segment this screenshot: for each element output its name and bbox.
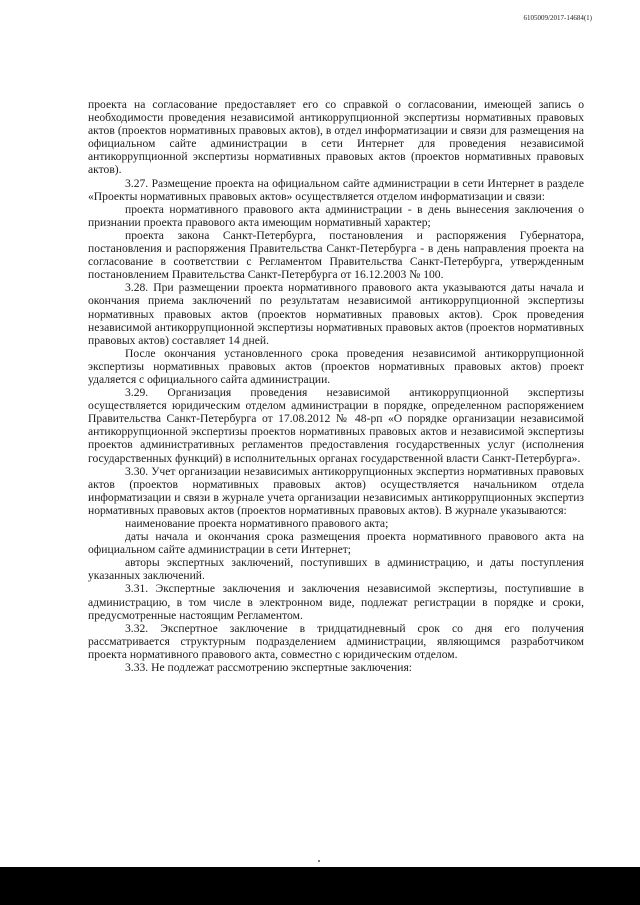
paragraph-3-27-item-2: проекта закона Санкт-Петербурга, постановления и распоряжения Губернатора, постановления и распоряжения Правительства Санкт-Петербурга - в день направления проекта на согласование в соответствии с Регламентом Правительства Санкт-Петербурга, утвержденным постановлением Правительства Санкт-Петербурга от 16.12.2003 № 100. (88, 228, 584, 282)
paragraph-3-30-item-1: наименование проекта нормативного правового акта; (125, 517, 389, 530)
paragraph-3-32: 3.32. Экспертное заключение в тридцатидневный срок со дня его получения рассматривается структурным подразделением администрации, являющимся разработчиком проекта нормативного правового акта, совместно с юридическим отделом. (88, 621, 584, 661)
paragraph-3-33: 3.33. Не подлежат рассмотрению экспертные заключения: (125, 661, 413, 675)
paragraph-3-28: 3.28. При размещении проекта нормативного правового акта указываются даты начала и окончания приема заключений по результатам независимой антикоррупционной экспертизы нормативных правовых актов (проектов нормативных правовых актов). Срок проведения независимой антикоррупционной экспертизы нормативных правовых актов (проектов нормативных правовых актов) составляет 14 дней. (88, 281, 584, 347)
paragraph-3-30-item-3: авторы экспертных заключений, поступивших в администрацию, и даты поступления указанных заключений. (88, 556, 584, 583)
paragraph-3-30-item-2: даты начала и окончания срока размещения проекта нормативного правового акта на официальном сайте администрации в сети Интернет; (88, 530, 584, 557)
paragraph-3-27-item-1: проекта нормативного правового акта администрации - в день вынесения заключения о признании проекта правового акта имеющим нормативный характер; (88, 202, 584, 229)
paragraph-3-29: 3.29. Организация проведения независимой антикоррупционной экспертизы осуществляется юридическим отделом администрации в порядке, определенном распоряжением Правительства Санкт-Петербурга от 17.08.2012 № 48-рп «О порядке организации независимой антикоррупционной экспертизы проектов нормативных правовых актов и независимой экспертизы проектов административных регламентов предоставления государственных услуг (исполнения государственных функций) в исполнительных органах государственной власти Санкт-Петербурга». (88, 386, 584, 465)
paragraph-3-31: 3.31. Экспертные заключения и заключения независимой экспертизы, поступившие в администрацию, в том числе в электронном виде, подлежат регистрации в порядке и сроки, предусмотренные настоящим Регламентом. (88, 582, 584, 622)
scan-speck (318, 860, 320, 862)
paragraph-3-27: 3.27. Размещение проекта на официальном сайте администрации в сети Интернет в разделе «Проекты нормативных правовых актов» осуществляется отделом информатизации и связи: (88, 176, 584, 203)
document-id: 6105009/2017-14684(1) (523, 14, 592, 22)
paragraph-3-30: 3.30. Учет организации независимых антикоррупционных экспертиз нормативных правовых актов (проектов нормативных правовых актов) осуществляется начальником отдела информатизации и связи в журнале учета организации независимых антикоррупционных экспертиз нормативных правовых актов (проектов нормативных правовых актов). В журнале указываются: (88, 464, 584, 517)
document-body (88, 98, 584, 674)
paragraph-3-28-cont: После окончания установленного срока проведения независимой антикоррупционной экспертизы нормативных правовых актов (проектов нормативных правовых актов) проект удаляется с официального сайта администрации. (88, 346, 584, 386)
scan-bottom-border (0, 867, 640, 905)
paragraph-1: проекта на согласование предоставляет его со справкой о согласовании, имеющей запись о необходимости проведения независимой антикоррупционной экспертизы нормативных правовых актов (проектов нормативных правовых актов), в отдел информатизации и связи для размещения на официальном сайте администрации в сети Интернет для проведения независимой антикоррупционной экспертизы нормативных правовых актов (проектов нормативных правовых актов). (88, 98, 584, 177)
